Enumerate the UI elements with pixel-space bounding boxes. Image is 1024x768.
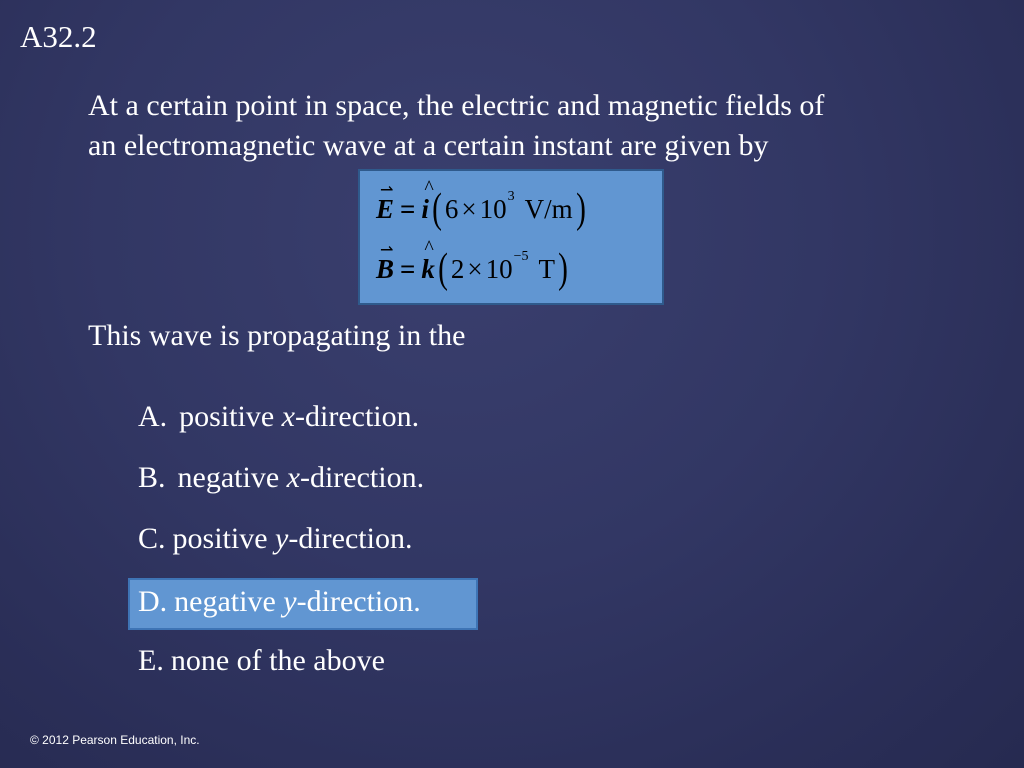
- option-variable: x: [286, 461, 300, 494]
- hat-icon: ^: [424, 236, 434, 259]
- option-suffix: -direction.: [295, 400, 420, 433]
- option-letter: A.: [138, 400, 168, 433]
- equation-box: [358, 169, 664, 305]
- unit-vector-i: [421, 176, 434, 225]
- base: 10: [485, 253, 513, 284]
- times-sign: ×: [461, 193, 477, 224]
- copyright-notice: © 2012 Pearson Education, Inc.: [30, 733, 200, 747]
- left-paren: (: [432, 186, 442, 232]
- unit-vector-symbol: i: [421, 193, 429, 224]
- answer-options: [128, 395, 488, 700]
- times-sign: ×: [467, 253, 483, 284]
- left-paren: (: [438, 246, 448, 292]
- question-text: [88, 86, 988, 166]
- coefficient: 6: [444, 193, 459, 224]
- right-paren: ): [575, 186, 586, 232]
- option-d-highlighted[interactable]: [128, 578, 478, 630]
- vector-symbol: B: [376, 253, 395, 284]
- option-suffix: -direction.: [299, 461, 425, 494]
- unit-vector-k: [421, 236, 435, 285]
- slide-id: A32.2: [20, 19, 97, 54]
- option-letter: B.: [138, 461, 166, 494]
- option-text: none of the above: [170, 644, 385, 677]
- exponent: 3: [507, 189, 515, 204]
- question-prompt: This wave is propagating in the: [88, 319, 466, 352]
- option-c[interactable]: [128, 517, 488, 569]
- option-variable: x: [281, 400, 295, 433]
- unit: V/m: [524, 193, 573, 224]
- equals-sign: =: [400, 253, 416, 284]
- unit: T: [538, 253, 556, 284]
- hat-icon: ^: [424, 176, 434, 199]
- electric-field-equation: [376, 176, 589, 235]
- unit-vector-symbol: k: [421, 253, 435, 284]
- coefficient: 2: [450, 253, 465, 284]
- option-suffix: -direction.: [288, 522, 413, 555]
- option-text: positive: [172, 522, 276, 555]
- right-paren: ): [558, 246, 568, 292]
- option-e[interactable]: [128, 639, 488, 691]
- option-a[interactable]: [128, 395, 488, 447]
- magnetic-field-equation: [376, 236, 571, 295]
- vector-e: [376, 181, 395, 225]
- option-variable: y: [283, 585, 297, 618]
- option-text: negative: [174, 585, 284, 618]
- question-line: an electromagnetic wave at a certain instant are given by: [88, 129, 769, 162]
- option-text: negative: [177, 461, 287, 494]
- vector-arrow-icon: ⇀: [380, 241, 394, 259]
- option-variable: y: [275, 522, 289, 555]
- equals-sign: =: [400, 193, 416, 224]
- vector-symbol: E: [376, 193, 395, 224]
- option-letter: E.: [138, 644, 164, 677]
- question-line: At a certain point in space, the electric and magnetic fields of: [88, 89, 825, 122]
- base: 10: [479, 193, 507, 224]
- option-b[interactable]: [128, 456, 488, 508]
- option-letter: C.: [138, 522, 166, 555]
- vector-arrow-icon: ⇀: [380, 181, 394, 199]
- option-text: positive: [179, 400, 282, 433]
- vector-b: [376, 241, 395, 285]
- option-letter: D.: [138, 585, 168, 618]
- option-suffix: -direction.: [296, 585, 421, 618]
- exponent: −5: [513, 249, 529, 264]
